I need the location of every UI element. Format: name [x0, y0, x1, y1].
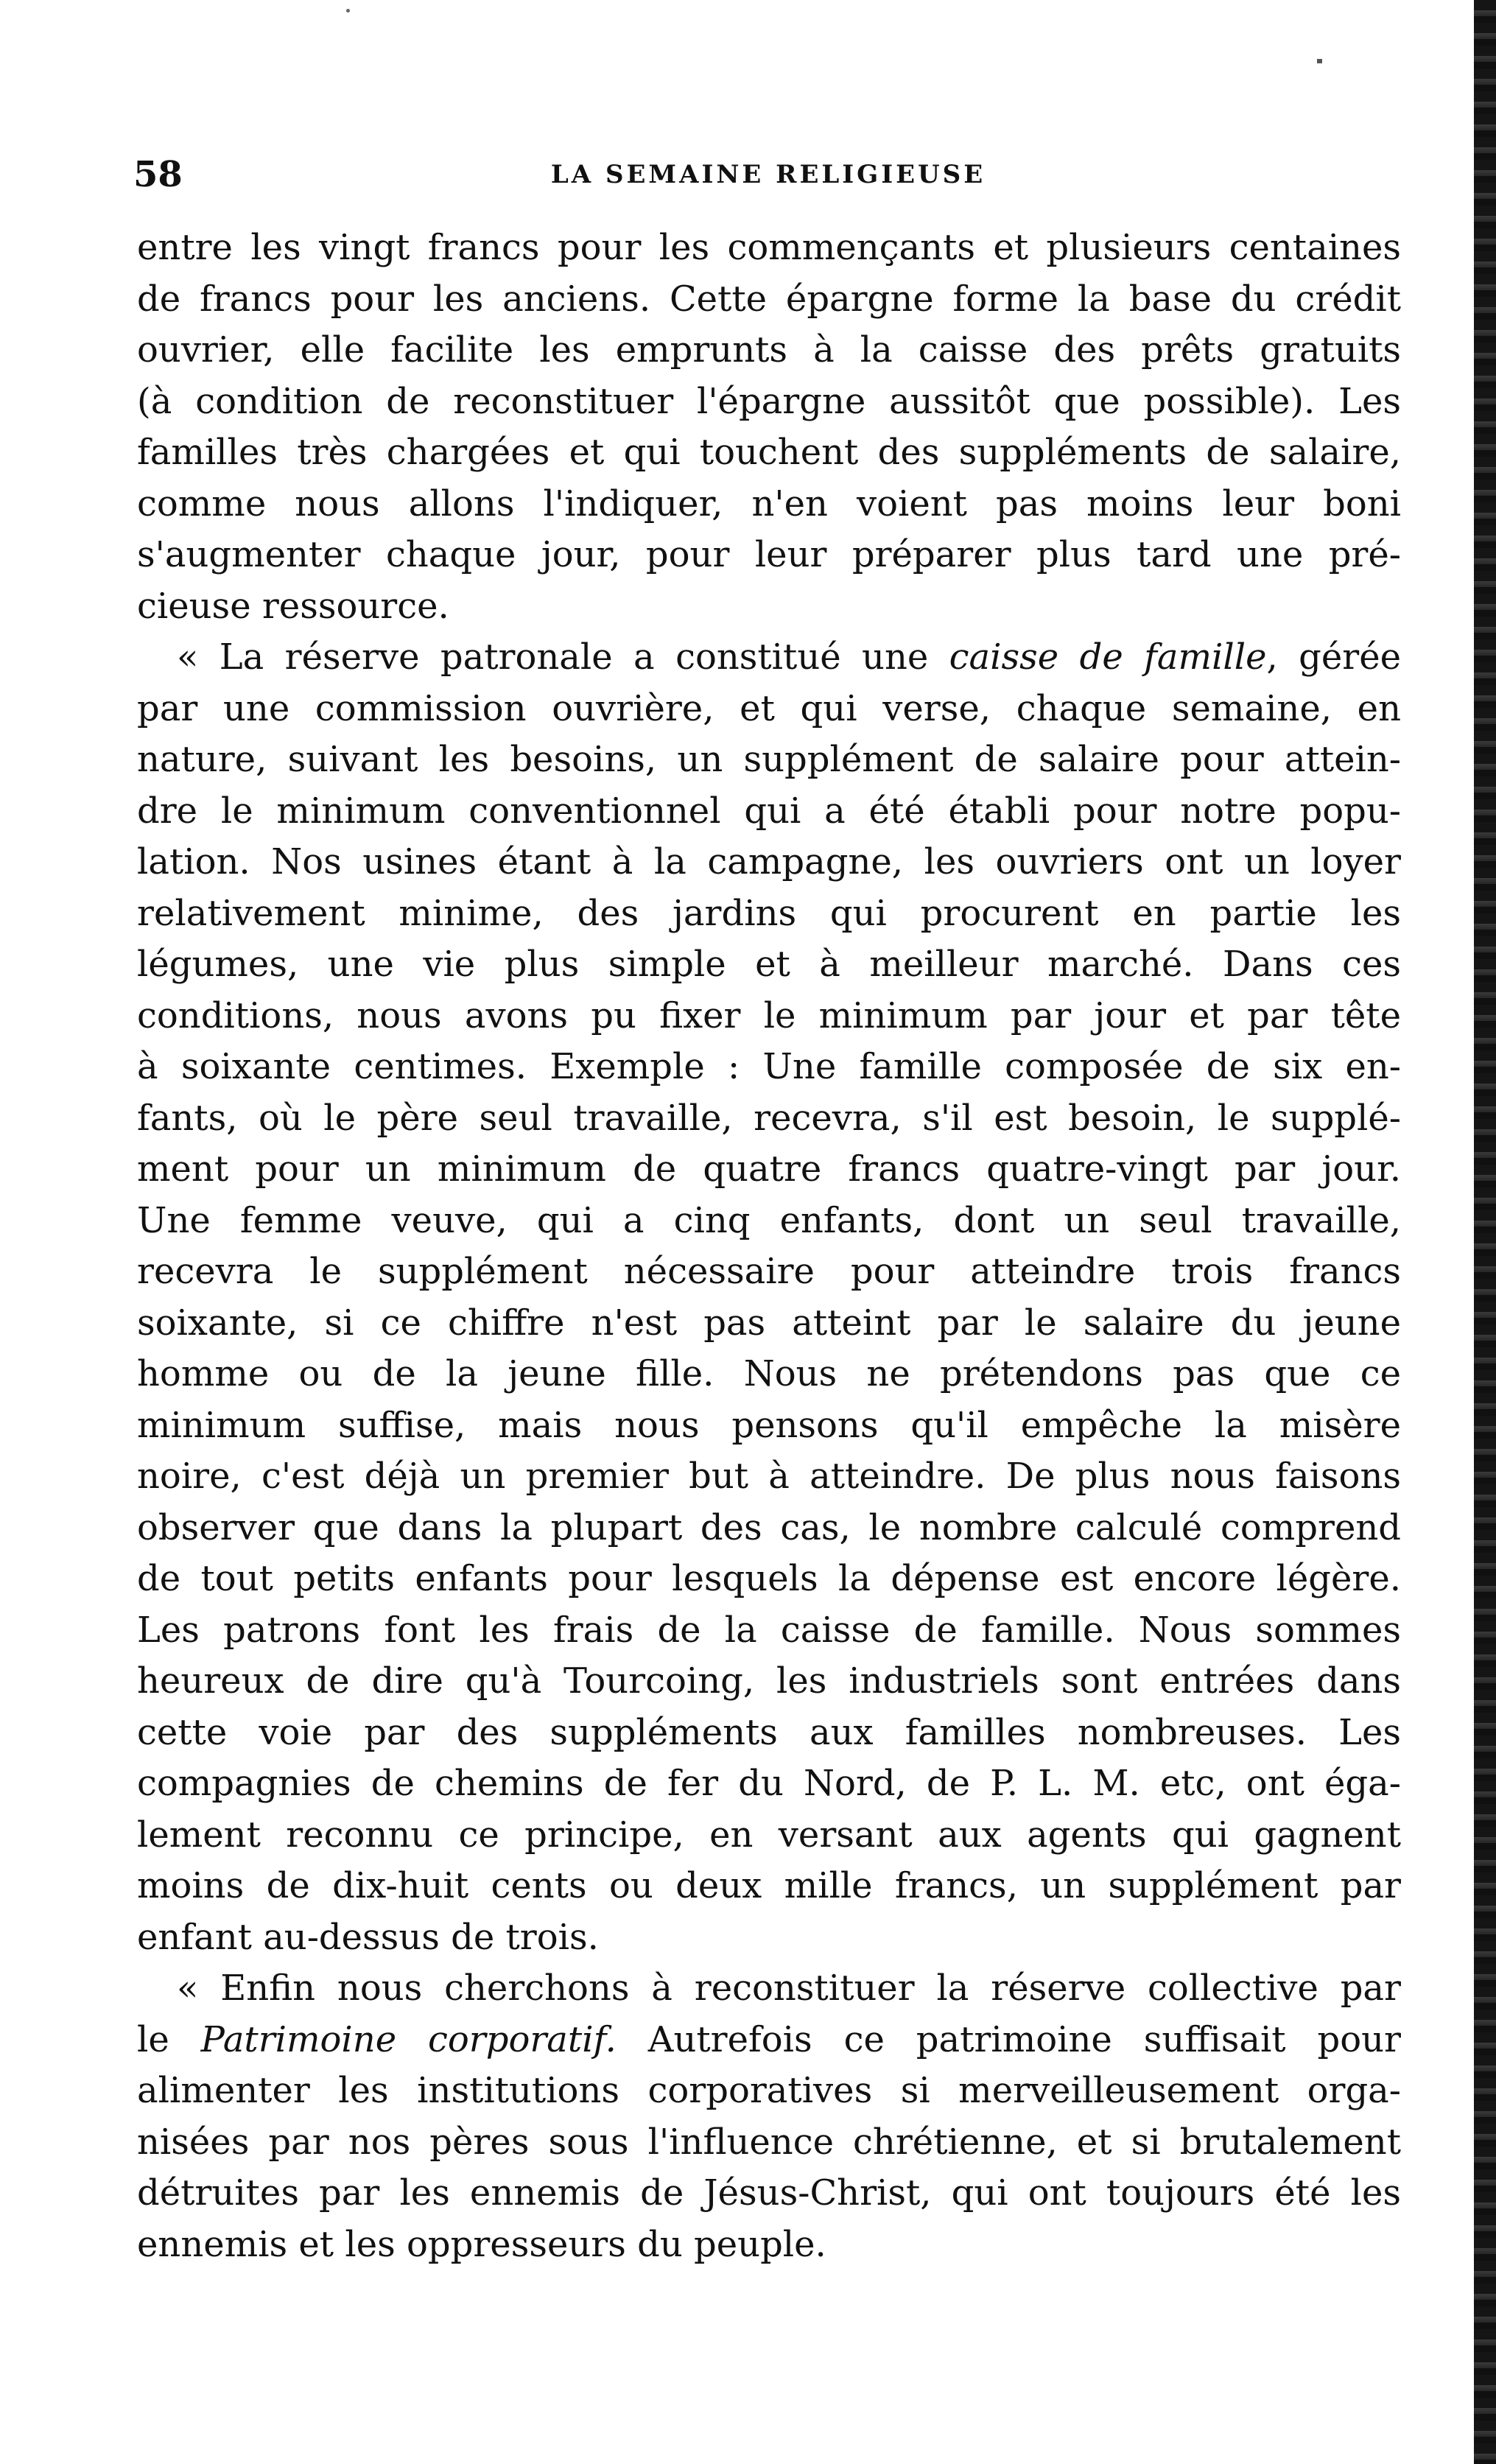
text-line: noire, c'est déjà un premier but à atteindre. De plus nous faisons [137, 1456, 1401, 1497]
body-text [137, 222, 1401, 2270]
text-line: familles très chargées et qui touchent des suppléments de salaire, [137, 432, 1401, 473]
italic-term: caisse de famille [949, 636, 1267, 678]
text-line: de francs pour les anciens. Cette épargne forme la base du crédit [137, 278, 1401, 320]
text-line: observer que dans la plupart des cas, le nombre calculé comprend [137, 1506, 1401, 1548]
running-title: LA SEMAINE RELIGIEUSE [550, 160, 986, 189]
italic-term: Patrimoine corporatif. [200, 2018, 617, 2060]
text-line: cieuse ressource. [137, 585, 449, 627]
scan-border-strip [1474, 0, 1496, 2464]
text-line: soixante, si ce chiffre n'est pas atteint par le salaire du jeune [137, 1302, 1401, 1344]
page-header [133, 149, 1403, 200]
text-line: relativement minime, des jardins qui procurent en partie les [137, 892, 1401, 934]
text-line: s'augmenter chaque jour, pour leur préparer plus tard une pré- [137, 534, 1401, 575]
paragraph-1 [137, 222, 1401, 632]
text-run: le [137, 2018, 201, 2060]
text-line: comme nous allons l'indiquer, n'en voient pas moins leur boni [137, 482, 1401, 524]
text-line: recevra le supplément nécessaire pour atteindre trois francs [137, 1251, 1401, 1292]
scan-speck [1317, 59, 1322, 63]
page-number: 58 [133, 154, 183, 195]
text-line: conditions, nous avons pu fixer le minimum par jour et par tête [137, 994, 1401, 1036]
text-line: légumes, une vie plus simple et à meilleur marché. Dans ces [137, 944, 1401, 985]
text-line: entre les vingt francs pour les commençants et plusieurs centaines [137, 227, 1401, 268]
text-run: Autrefois ce patrimoine suffisait pour [616, 2018, 1401, 2060]
text-line: ouvrier, elle facilite les emprunts à la caisse des prêts gratuits [137, 329, 1401, 371]
text-line: Les patrons font les frais de la caisse de famille. Nous sommes [137, 1609, 1401, 1651]
paragraph-3 [137, 1963, 1401, 2270]
text-line: détruites par les ennemis de Jésus-Christ, qui ont toujours été les [137, 2172, 1401, 2214]
text-line: ennemis et les oppresseurs du peuple. [137, 2223, 826, 2265]
text-line: alimenter les institutions corporatives si merveilleusement orga- [137, 2070, 1401, 2111]
text-line: fants, où le père seul travaille, recevra, s'il est besoin, le supplé- [137, 1097, 1401, 1139]
text-line: (à condition de reconstituer l'épargne aussitôt que possible). Les [137, 380, 1401, 422]
text-line: dre le minimum conventionnel qui a été établi pour notre popu- [137, 790, 1401, 832]
text-line: Une femme veuve, qui a cinq enfants, dont un seul travaille, [137, 1199, 1401, 1241]
text-line: nisées par nos pères sous l'influence chrétienne, et si brutalement [137, 2121, 1401, 2163]
text-run: « La réserve patronale a constitué une [177, 636, 949, 678]
text-line: lement reconnu ce principe, en versant aux agents qui gagnent [137, 1814, 1401, 1856]
text-line: « Enfin nous cherchons à reconstituer la réserve collective par [177, 1968, 1401, 2009]
text-line: heureux de dire qu'à Tourcoing, les industriels sont entrées dans [137, 1660, 1401, 1702]
text-line [137, 632, 1401, 684]
text-line: cette voie par des suppléments aux familles nombreuses. Les [137, 1711, 1401, 1753]
text-line: enfant au-dessus de trois. [137, 1916, 599, 1958]
text-line: minimum suffise, mais nous pensons qu'il empêche la misère [137, 1404, 1401, 1446]
text-line: par une commission ouvrière, et qui verse, chaque semaine, en [137, 687, 1401, 729]
text-line: compagnies de chemins de fer du Nord, de P. L. M. etc, ont éga- [137, 1763, 1401, 1804]
text-line: à soixante centimes. Exemple : Une famille composée de six en- [137, 1046, 1401, 1087]
text-run: , gérée [1266, 636, 1402, 678]
text-line: ment pour un minimum de quatre francs quatre-vingt par jour. [137, 1148, 1401, 1190]
text-line: homme ou de la jeune fille. Nous ne prétendons pas que ce [137, 1353, 1401, 1394]
text-line [137, 2015, 1401, 2066]
text-line: de tout petits enfants pour lesquels la dépense est encore légère. [137, 1558, 1401, 1599]
paragraph-2 [137, 632, 1401, 1963]
text-line: nature, suivant les besoins, un supplément de salaire pour attein- [137, 739, 1401, 780]
text-line: lation. Nos usines étant à la campagne, les ouvriers ont un loyer [137, 841, 1401, 882]
text-line: moins de dix-huit cents ou deux mille francs, un supplément par [137, 1865, 1401, 1906]
scan-speck [346, 9, 350, 13]
